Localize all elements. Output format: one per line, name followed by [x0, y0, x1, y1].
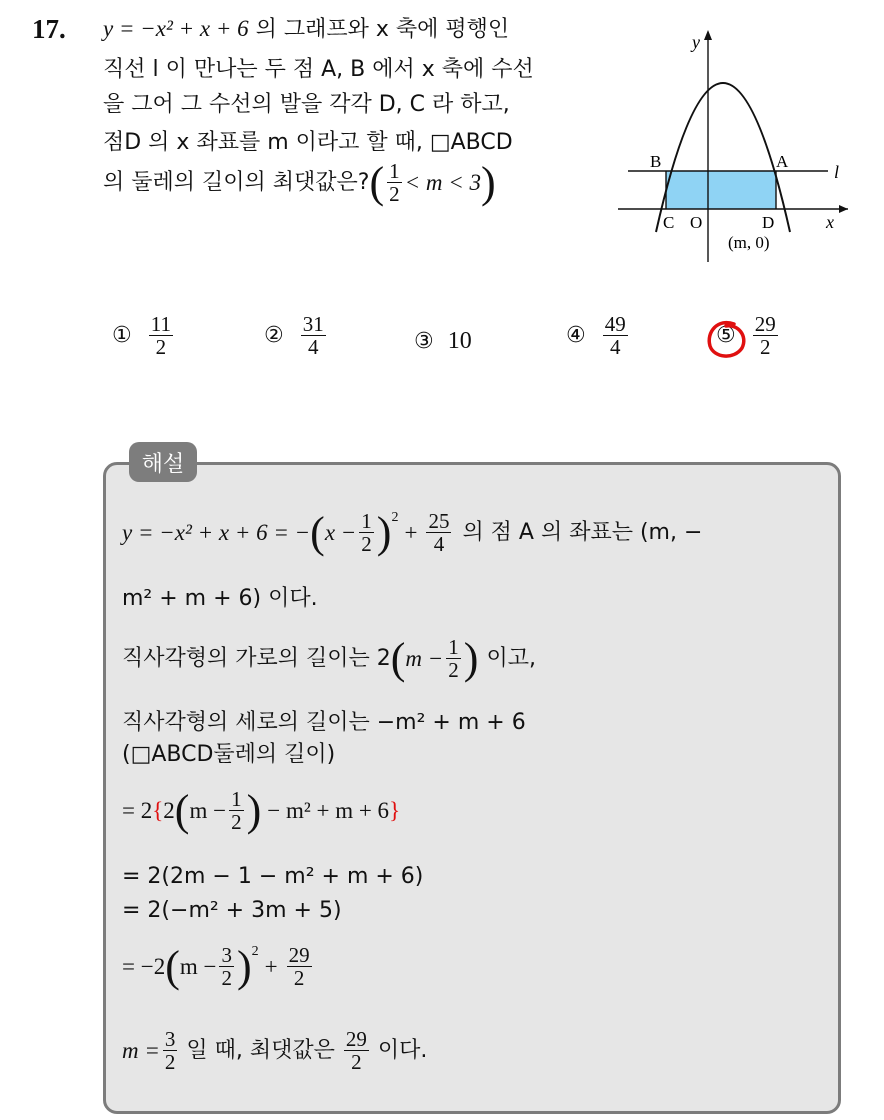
question-line-1-text: 의 그래프와 x 축에 평행인 [248, 17, 510, 42]
solution-line-7: = 2(2m − 1 − m² + m + 6) [122, 864, 424, 889]
sol9-start: = −2 [122, 953, 166, 979]
point-a-label: A [776, 152, 789, 171]
sol3-end: 이고, [486, 645, 536, 671]
x-axis-label: x [826, 212, 834, 232]
sol3-half-den: 2 [448, 658, 459, 682]
sol10-den: 2 [164, 1050, 176, 1074]
sol1-frac-num: 25 [428, 509, 450, 533]
sol9-den: 2 [221, 966, 232, 990]
solution-line-4: 직사각형의 세로의 길이는 −m² + m + 6 [122, 710, 526, 735]
sol1-half [359, 510, 374, 555]
sol3-paren-open: ( [390, 633, 406, 683]
point-d-coordinate: (m, 0) [728, 233, 770, 252]
sol6-half [229, 788, 244, 833]
choice-4[interactable] [566, 313, 631, 358]
sol1-expr: y = −x² + x + 6 = − [122, 519, 311, 545]
sol6-inner: m − [189, 797, 227, 823]
choice-3-value: 10 [447, 328, 472, 354]
solution-line-9: = −2 ( m − $\frac{3}{2}$ ) $^2$ + $\frac{29}{2}$ [122, 941, 310, 991]
sol10-frac-b [344, 1028, 369, 1073]
sol10-frac-a [163, 1028, 178, 1073]
solution-tag: 해설 [129, 442, 197, 482]
sol1-plus: + [404, 519, 418, 545]
sol9-paren-close: ) [236, 941, 252, 991]
solution-line-5: (□ABCD둘레의 길이) [122, 742, 336, 767]
y-axis-arrow-icon [704, 30, 712, 40]
sol6-paren-open: ( [174, 785, 190, 835]
line-l-label: l [834, 162, 840, 182]
choice-4-den: 4 [609, 335, 621, 359]
condition-fraction [387, 160, 402, 205]
choice-4-mark: ④ [566, 323, 586, 348]
sol3-paren-close: ) [463, 633, 479, 683]
solution-line-1: y = −x² + x + 6 = − ( x − $\frac{1}{2}$ ) $^2$ + $\frac{25}{4}$ 의 점 A 의 좌표는 (m, − [122, 507, 703, 557]
point-b-label: B [650, 152, 662, 171]
question-line-4: 점D 의 x 좌표를 m 이라고 할 때, □ABCD [103, 130, 513, 155]
y-axis-label: y [692, 32, 700, 52]
solution-line-10 [122, 1028, 427, 1073]
choice-5-num: 29 [754, 312, 776, 336]
sol3-half-num: 1 [448, 635, 459, 659]
sol1-paren-close: ) [376, 507, 392, 557]
sol10-num: 3 [164, 1027, 176, 1051]
solution-line-3 [122, 633, 536, 683]
choice-5-den: 2 [759, 335, 771, 359]
sol9-paren-open: ( [165, 941, 180, 991]
sol10-frac-num: 29 [345, 1027, 367, 1051]
sol6-brace-close: } [389, 797, 401, 823]
choice-4-fraction [603, 313, 628, 358]
answer-circle-icon [704, 318, 748, 362]
question-line-3: 을 그어 그 수선의 발을 각각 D, C 라 하고, [103, 92, 510, 117]
sol9-frac-num: 29 [288, 943, 310, 967]
choice-2-mark: ② [264, 323, 284, 348]
condition-paren-open: ( [369, 157, 385, 207]
condition-denominator: 2 [389, 182, 400, 206]
sol6-half-num: 1 [231, 787, 242, 811]
sol10-frac-den: 2 [351, 1050, 362, 1074]
sol9-num: 3 [221, 943, 232, 967]
x-axis-arrow-icon [839, 205, 848, 213]
solution-line-8: = 2(−m² + 3m + 5) [122, 898, 342, 923]
sol3-half [446, 636, 461, 681]
sol10-end: 이다. [377, 1037, 428, 1063]
sol10-start: m = [122, 1037, 160, 1063]
question-line-5-text: 의 둘레의 길이의 최댓값은? [103, 169, 370, 195]
sol6-rest: − m² + m + 6 [267, 797, 390, 823]
sol3-inner: m − [405, 645, 444, 671]
sol1-text: 의 점 A 의 좌표는 (m, − [462, 519, 703, 545]
sol9-frac-den: 2 [293, 966, 305, 990]
solution-line-2: m² + m + 6) 이다. [122, 586, 318, 611]
sol1-paren-open: ( [310, 507, 325, 557]
sol6-paren-close: ) [246, 785, 262, 835]
sol6-half-den: 2 [231, 810, 242, 834]
choice-2-den: 4 [307, 335, 319, 359]
choice-1[interactable] [112, 313, 176, 358]
condition-paren-close: ) [481, 157, 496, 207]
sol9-frac-b [287, 944, 312, 989]
choice-1-mark: ① [112, 323, 132, 348]
point-c-label: C [663, 213, 675, 232]
choice-5-fraction [753, 313, 778, 358]
sol1-frac-den: 4 [433, 532, 445, 556]
question-expression: y = −x² + x + 6 [103, 16, 249, 41]
choice-2[interactable] [264, 313, 329, 358]
sol9-frac-a [219, 944, 234, 989]
parabola-graph [610, 22, 860, 272]
sol1-half-den: 2 [361, 532, 372, 556]
sol3-text: 직사각형의 가로의 길이는 2 [122, 645, 391, 671]
question-line-5 [103, 157, 496, 207]
question-number: 17. [32, 14, 66, 44]
sol9-inner: m − [179, 953, 217, 979]
sol1-half-num: 1 [361, 509, 372, 533]
question-line-2: 직선 l 이 만나는 두 점 A, B 에서 x 축에 수선 [103, 57, 534, 82]
sol6-brace-open: { [152, 797, 164, 823]
choice-4-num: 49 [604, 312, 626, 336]
sol10-text: 일 때, 최댓값은 [186, 1037, 335, 1063]
choice-3-mark: ③ [414, 329, 434, 354]
sol6-two: 2 [163, 797, 175, 823]
choice-2-num: 31 [302, 312, 324, 336]
origin-label: O [690, 213, 703, 232]
sol6-start: = 2 [122, 797, 153, 823]
sol1-inner: x − [324, 519, 357, 545]
choice-5-mark: ⑤ [716, 323, 736, 348]
sol1-frac [426, 510, 451, 555]
condition-inequality: < m < 3 [404, 169, 481, 195]
rectangle-abcd-fill [666, 171, 776, 209]
sol9-plus: + [264, 953, 278, 979]
choice-2-fraction [301, 313, 326, 358]
condition-numerator: 1 [389, 159, 400, 183]
question-line-1 [103, 14, 509, 45]
choice-3[interactable] [414, 328, 472, 355]
point-d-label: D [762, 213, 775, 232]
choice-1-den: 2 [155, 335, 167, 359]
solution-line-6 [122, 785, 401, 835]
choice-1-num: 11 [150, 312, 171, 336]
choice-1-fraction [149, 313, 173, 358]
